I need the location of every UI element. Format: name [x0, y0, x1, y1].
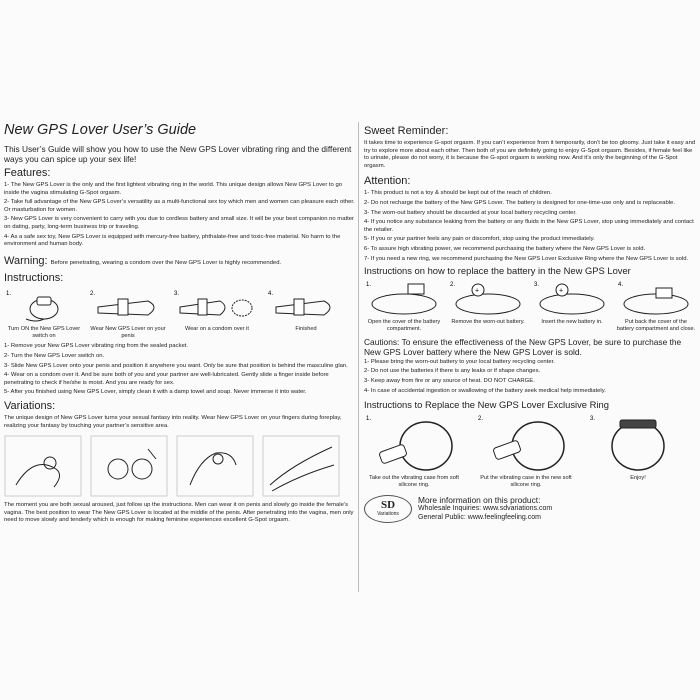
list-item: 1- This product is not a toy & should be kept out of the reach of children. [364, 190, 552, 197]
column-divider [358, 122, 359, 592]
step-number: 1. [6, 290, 12, 297]
step-caption: Turn ON the New GPS Lover switch on [7, 325, 81, 339]
sd-variations-logo [364, 495, 412, 523]
ring-switch-illustration [4, 287, 84, 325]
list-item: 4- If you notice any substance leaking from the battery or any fluids in the New GPS Lover, stop using immediately and contact the retailer. [364, 219, 694, 233]
list-item: 7- If you need a new ring, we recommend purchasing the New GPS Lover Exclusive Ring where the New GPS Lover is sold. [364, 255, 689, 262]
step-caption: Put back the cover of the battery compartment and close. [616, 319, 696, 332]
battery-illustrations [364, 278, 696, 333]
close-cover-illustration [616, 278, 696, 318]
right-column [364, 122, 696, 523]
ring-step [476, 412, 576, 489]
open-cover-illustration [364, 278, 444, 318]
finger-ring-illustration [4, 435, 82, 497]
hand-illustration [176, 435, 254, 497]
step-number: 2. [90, 290, 96, 297]
step-number: 4. [618, 282, 624, 289]
step-number: 1. [366, 282, 372, 289]
list-item: 5- If you or your partner feels any pain or discomfort, stop using the product immediately. [364, 236, 595, 243]
list-item: 6- To assure high vibrating power, we recommend purchasing the battery where the New GPS Lover is sold. [364, 245, 646, 252]
step-caption: Insert the new battery in. [541, 319, 603, 326]
page-title: New GPS Lover User’s Guide [4, 122, 197, 138]
attention-heading: Attention: [364, 175, 411, 188]
step-number: 2. [478, 416, 484, 423]
step-number: 2. [450, 282, 456, 289]
step-caption: Wear New GPS Lover on your penis [90, 325, 166, 339]
step-number: 3. [590, 416, 596, 423]
step-caption: Take out the vibrating case from soft silicone ring. [369, 475, 459, 488]
cautions-heading: Cautions: [364, 336, 400, 347]
features-list [4, 182, 356, 249]
step-caption: Remove the worn-out battery. [451, 319, 525, 326]
features-heading: Features: [4, 167, 51, 179]
instruction-step [172, 287, 262, 340]
warning-heading: Warning: [4, 254, 48, 267]
wear-ring-illustration [88, 287, 168, 325]
cautions-lead: To ensure the effectiveness of the New GPS Lover, be sure to purchase the New GPS Lover battery where the New GPS Lover is sold. [364, 336, 682, 357]
battery-step [532, 278, 612, 333]
insert-case-illustration [476, 412, 576, 474]
step-number: 1. [366, 416, 372, 423]
cautions-block [364, 337, 696, 357]
enjoy-ring-illustration [588, 412, 688, 474]
list-item: 3- The worn-out battery should be discarded at your local battery recycling center. [364, 209, 577, 216]
list-item: 3- Keep away from fire or any source of heat. DO NOT CHARGE. [364, 377, 535, 384]
list-item: 3- Slide New GPS Lover onto your penis and position it anywhere you want. Only be sure that position is behind the masculine glan. [4, 362, 348, 369]
left-column [4, 122, 356, 525]
attention-list [364, 190, 696, 263]
more-info-block [364, 495, 696, 523]
logo-main-text: SD [380, 499, 396, 512]
cautions-list [364, 359, 696, 395]
torso-illustration [90, 435, 168, 497]
variations-illustrations [4, 435, 356, 497]
svg-text:+: + [559, 287, 564, 295]
couple-illustration [262, 435, 340, 497]
instruction-step [266, 287, 346, 340]
warning-block [4, 255, 356, 268]
list-item: 2- Take full advantage of the New GPS Lover’s versatility as a multi-functional sex toy which men and women can pleasure each other. Or masturbation for women. [4, 199, 355, 213]
list-item: 4- In case of accidental ingestion or swallowing of the battery seek medical help immediately. [364, 387, 606, 394]
variations-text: The unique design of New GPS Lover turns your sexual fantasy into reality. Wear New GPS Lover on your fingers during foreplay, realizing your fantasy by touching your partner’s sensitive area. [4, 414, 342, 429]
take-out-case-illustration [364, 412, 464, 474]
list-item: 2- Turn the New GPS Lover switch on. [4, 352, 105, 359]
remove-battery-illustration [448, 278, 528, 318]
ring-step [588, 412, 688, 489]
wholesale-link[interactable]: Wholesale Inquiries: www.sdvariations.com [418, 505, 553, 513]
step-caption: Put the vibrating case in the new soft silicone ring. [480, 475, 572, 488]
step-caption: Enjoy! [630, 475, 646, 482]
list-item: 2- Do not use the batteries if there is any leaks or if shape changes. [364, 368, 541, 375]
instructions-list [4, 343, 356, 397]
more-info-text [418, 495, 552, 522]
list-item: 1- The New GPS Lover is the only and the first lightest vibrating ring in the world. This unique design allows New GPS Lover to go inside the vagina stimulating G-Spot orgasm. [4, 182, 343, 196]
step-number: 3. [174, 290, 180, 297]
finished-illustration [266, 287, 346, 325]
list-item: 5- After you finished using New GPS Lover, simply clean it with a damp towel and soap. Never immerse it into water. [4, 389, 307, 396]
logo-sub-text: Variations [377, 511, 399, 518]
ring-illustrations [364, 412, 696, 489]
list-item: 4- Wear on a condom over it. And be sure both of you and your partner are well-lubricated. Gently slide a finger inside before penetrating to check if he/she is moist. And you are ready for sex. [4, 372, 329, 386]
step-caption: Wear on a condom over it [185, 325, 249, 332]
battery-step [364, 278, 444, 333]
sweet-reminder-heading: Sweet Reminder: [364, 125, 449, 137]
step-number: 3. [534, 282, 540, 289]
intro-text: This User’s Guide will show you how to use the New GPS Lover vibrating ring and the different ways you can spice up your sex life! [4, 144, 352, 164]
battery-step [616, 278, 696, 333]
ring-step [364, 412, 464, 489]
more-info-heading: More information on this product: [418, 495, 541, 506]
step-caption: Open the cover of the battery compartment. [367, 319, 441, 332]
general-public-link[interactable]: General Public: www.feelingfeeling.com [418, 513, 541, 521]
insert-battery-illustration [532, 278, 612, 318]
variations-heading: Variations: [4, 399, 56, 412]
sweet-reminder-text: It takes time to experience G-spot orgasm. If you can’t experience from it temporarily, don’t be too gloomy. Just take it easy and try to explore more about each other. Then both of you are definitely going to enjoy G-Spot orgasm. Besides, if female feel like to urinate, please do not worry, it is because the G-spot orgasm is working now. And it’s only the beginning of the G-Spot orgasm. [364, 140, 696, 169]
instructions-heading: Instructions: [4, 271, 64, 284]
list-item: 1- Remove your New GPS Lover vibrating ring from the sealed packet. [4, 343, 189, 350]
battery-heading: Instructions on how to replace the battery in the New GPS Lover [364, 265, 631, 277]
step-caption: Finished [295, 325, 317, 332]
instruction-step [4, 287, 84, 340]
variations-after-text: The moment you are both sexual aroused, just follow up the instructions. Men can wear it on penis and slowly go inside the female’s vagina. The best position to wear The New GPS Lover is located at the middle of the penis. After penetrating into the vagina, men only need to move slowly and tenderly which is enough for making feminine experiences excellent G-Spot orgasm. [4, 502, 354, 524]
step-number: 4. [268, 290, 274, 297]
svg-text:+: + [475, 287, 480, 295]
list-item: 4- As a safe sex toy, New GPS Lover is equipped with mercury-free battery, phthalate-free and toxic-free material. No harm to the environment and human body. [4, 233, 341, 248]
list-item: 1- Please bring the worn-out battery to your local battery recycling center. [364, 358, 555, 365]
list-item: 2- Do not recharge the battery of the New GPS Lover. The battery is designed for one-time-use only and is replaceable. [364, 199, 675, 206]
battery-step [448, 278, 528, 333]
list-item: 3- New GPS Lover is very convenient to carry with you due to cordless battery and small size. It will be your best companion no matter on dating, party, long-term business trip or traveling. [4, 216, 354, 230]
ring-heading: Instructions to Replace the New GPS Lover Exclusive Ring [364, 399, 609, 411]
warning-text: Before penetrating, wearing a condom over the New GPS Lover is highly recommended. [50, 259, 282, 266]
instruction-step [88, 287, 168, 340]
instructions-illustrations [4, 287, 356, 340]
condom-illustration [172, 287, 262, 325]
